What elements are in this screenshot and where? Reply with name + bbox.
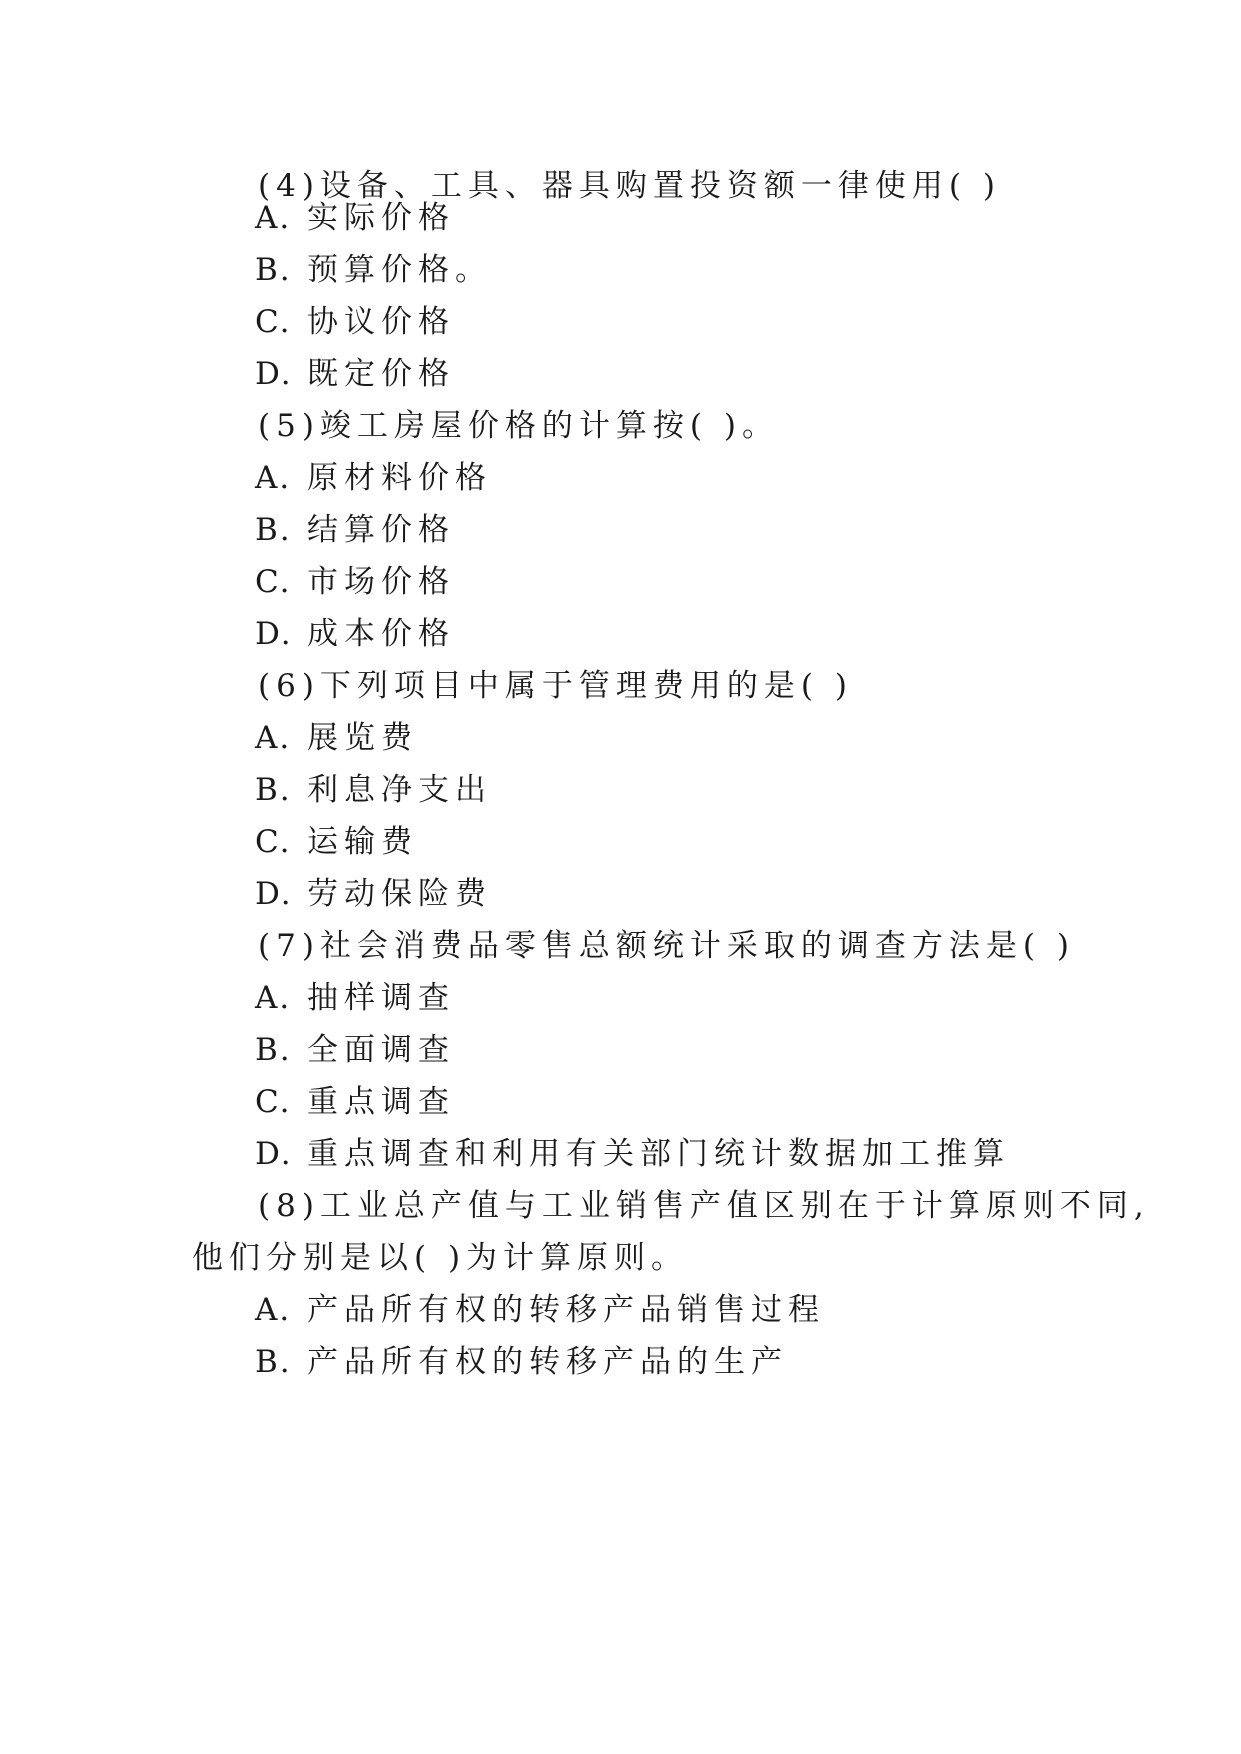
option-letter: B. bbox=[255, 1032, 292, 1068]
option-text: 成本价格 bbox=[307, 616, 455, 652]
option-text: 预算价格。 bbox=[307, 252, 492, 288]
question-7-option-d bbox=[255, 1134, 1010, 1174]
option-text: 市场价格 bbox=[307, 564, 455, 600]
question-4-option-c bbox=[255, 302, 455, 342]
question-8-option-a bbox=[255, 1290, 825, 1330]
question-6-option-a bbox=[255, 718, 418, 758]
option-letter: B. bbox=[255, 772, 292, 808]
option-letter: C. bbox=[255, 304, 292, 340]
option-letter: B. bbox=[255, 512, 292, 548]
option-text: 利息净支出 bbox=[307, 772, 492, 808]
question-4-option-b bbox=[255, 250, 492, 290]
option-letter: D. bbox=[255, 1136, 293, 1172]
question-4-option-a bbox=[255, 198, 455, 238]
option-text: 展览费 bbox=[307, 720, 418, 756]
option-text: 产品所有权的转移产品销售过程 bbox=[307, 1292, 825, 1328]
option-letter: A. bbox=[255, 200, 292, 236]
option-letter: D. bbox=[255, 876, 293, 912]
option-letter: C. bbox=[255, 564, 292, 600]
question-7-option-a bbox=[255, 978, 455, 1018]
option-text: 劳动保险费 bbox=[307, 876, 492, 912]
option-text: 实际价格 bbox=[307, 200, 455, 236]
question-8-option-b bbox=[255, 1342, 788, 1382]
question-8-stem: (8)工业总产值与工业销售产值区别在于计算原则不同, bbox=[258, 1188, 1150, 1224]
question-5-option-d bbox=[255, 614, 455, 654]
option-letter: B. bbox=[255, 1344, 292, 1380]
option-text: 既定价格 bbox=[307, 356, 455, 392]
option-letter: A. bbox=[255, 720, 292, 756]
question-4-option-d bbox=[255, 354, 455, 394]
question-5-option-c bbox=[255, 562, 455, 602]
option-text: 协议价格 bbox=[307, 304, 455, 340]
question-7-option-b bbox=[255, 1030, 455, 1070]
question-6-option-d bbox=[255, 874, 492, 914]
question-8-stem-continued: 他们分别是以( )为计算原则。 bbox=[192, 1240, 689, 1276]
question-5-option-b bbox=[255, 510, 455, 550]
option-text: 全面调查 bbox=[307, 1032, 455, 1068]
option-letter: D. bbox=[255, 356, 293, 392]
question-6-option-c bbox=[255, 822, 418, 862]
option-text: 产品所有权的转移产品的生产 bbox=[307, 1344, 788, 1380]
option-letter: A. bbox=[255, 1292, 292, 1328]
option-text: 运输费 bbox=[307, 824, 418, 860]
option-text: 重点调查和利用有关部门统计数据加工推算 bbox=[307, 1136, 1010, 1172]
question-6-option-b bbox=[255, 770, 492, 810]
option-letter: A. bbox=[255, 460, 292, 496]
question-6-stem: (6)下列项目中属于管理费用的是( ) bbox=[258, 668, 853, 704]
question-4-stem: (4)设备、工具、器具购置投资额一律使用( ) bbox=[258, 168, 1001, 204]
option-letter: C. bbox=[255, 824, 292, 860]
option-text: 原材料价格 bbox=[307, 460, 492, 496]
question-7-stem: (7)社会消费品零售总额统计采取的调查方法是( ) bbox=[258, 928, 1075, 964]
question-5-option-a bbox=[255, 458, 492, 498]
option-letter: C. bbox=[255, 1084, 292, 1120]
option-text: 抽样调查 bbox=[307, 980, 455, 1016]
option-text: 重点调查 bbox=[307, 1084, 455, 1120]
option-text: 结算价格 bbox=[307, 512, 455, 548]
option-letter: D. bbox=[255, 616, 293, 652]
question-5-stem: (5)竣工房屋价格的计算按( )。 bbox=[258, 408, 779, 444]
option-letter: A. bbox=[255, 980, 292, 1016]
question-7-option-c bbox=[255, 1082, 455, 1122]
option-letter: B. bbox=[255, 252, 292, 288]
